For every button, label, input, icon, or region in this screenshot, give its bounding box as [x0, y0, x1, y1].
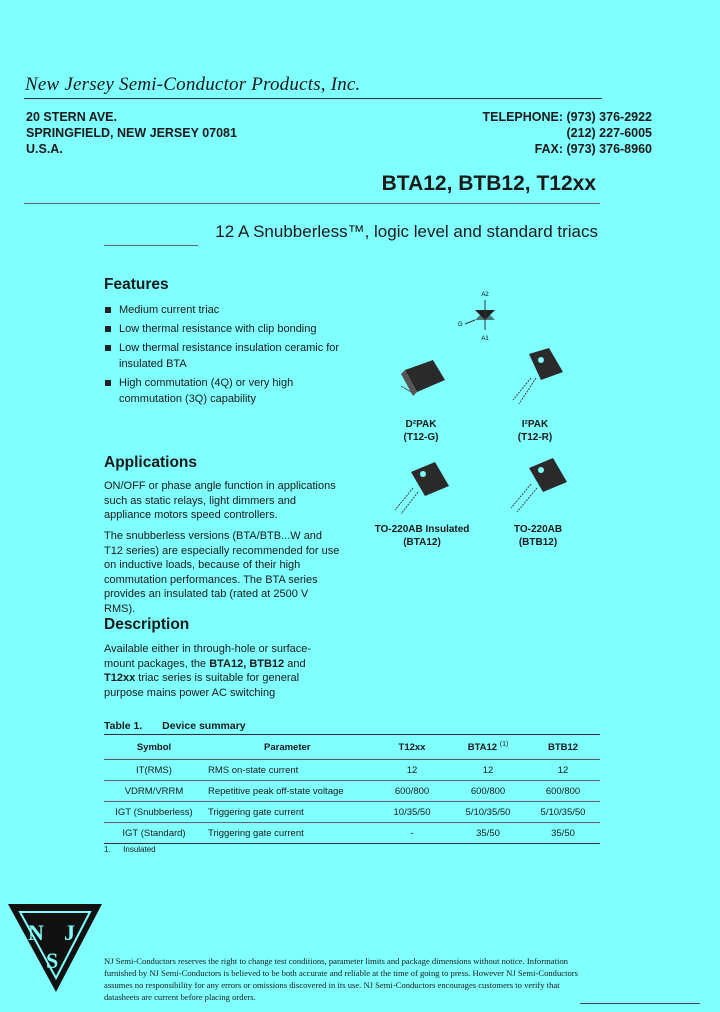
row-t12: 600/800 — [394, 785, 430, 797]
table-row — [104, 781, 600, 802]
njs-logo — [6, 900, 104, 996]
logo-letter-n: N — [28, 920, 44, 945]
address-line-1: 20 STERN AVE. — [26, 110, 117, 124]
njs-logo-shape — [6, 900, 104, 996]
part-numbers-title: BTA12, BTB12, T12xx — [381, 172, 596, 195]
row-param: Triggering gate current — [208, 806, 304, 818]
to220-package-icon — [511, 458, 567, 512]
description-t12xx: T12xx — [104, 672, 136, 684]
table-row — [104, 802, 600, 823]
feature-item: High commutation (4Q) or very high commutation (3Q) capability — [104, 375, 344, 407]
description-text-pre: Available either in through-hole or surface-mount packages, the — [104, 643, 312, 670]
table-label: Table 1. — [104, 720, 143, 732]
col-parameter: Parameter — [264, 741, 311, 753]
logo-letter-s: S — [46, 948, 59, 973]
telephone-2: (212) 227-6005 — [566, 126, 652, 140]
package-figure-box — [361, 282, 601, 574]
features-list — [104, 302, 344, 410]
table-row — [104, 823, 600, 844]
to220-caption — [495, 523, 581, 549]
row-bta: 600/800 — [470, 785, 506, 797]
header-rule — [24, 98, 602, 99]
table-row — [104, 760, 600, 781]
feature-item: Low thermal resistance insulation ceramic for insulated BTA — [104, 340, 344, 372]
row-symbol: VDRM/VRRM — [124, 785, 184, 797]
d2pak-caption — [381, 418, 461, 444]
title-rule — [24, 203, 600, 204]
address-line-2: SPRINGFIELD, NEW JERSEY 07081 — [26, 126, 237, 140]
to220-part: (BTB12) — [518, 537, 558, 548]
table-title: Device summary — [162, 720, 246, 732]
to220-name: TO-220AB — [513, 524, 563, 535]
row-btb: 5/10/35/50 — [540, 806, 586, 818]
i2pak-part: (T12-R) — [517, 432, 553, 443]
row-btb: 12 — [557, 764, 569, 776]
col-bta12 — [450, 735, 526, 760]
footnote-text: Insulated — [123, 845, 156, 854]
applications-para-2: The snubberless versions (BTA/BTB...W and T12 series) are especially recommended for use on inductive loads, because of their high commutation performances. The BTA series provides an insulated tab (rated at 2500 V RMS). — [104, 530, 340, 615]
i2pak-caption — [495, 418, 575, 444]
footer-rule — [580, 1003, 700, 1004]
description-text — [104, 642, 322, 700]
row-bta: 35/50 — [476, 827, 500, 839]
feature-item: Low thermal resistance with clip bonding — [104, 321, 344, 337]
col-symbol: Symbol — [136, 741, 172, 753]
d2pak-part: (T12-G) — [403, 432, 439, 443]
d2pak-package-icon — [401, 360, 445, 396]
row-symbol: IT(RMS) — [136, 764, 172, 776]
applications-heading: Applications — [104, 454, 198, 471]
description-and: and — [284, 657, 306, 670]
row-symbol: IGT (Standard) — [122, 827, 186, 839]
address-block — [26, 109, 237, 157]
subtitle-short-rule — [104, 245, 198, 246]
col-bta12-label: BTA12 — [467, 742, 498, 754]
contact-block — [482, 109, 652, 157]
company-name: New Jersey Semi-Conductor Products, Inc. — [25, 74, 361, 95]
telephone: TELEPHONE: (973) 376-2922 — [482, 110, 652, 124]
applications-para-1: ON/OFF or phase angle function in applications such as static relays, light dimmers and appliance motors speed controllers. — [104, 480, 336, 521]
table-caption — [104, 720, 246, 732]
col-bta12-note: (1) — [499, 740, 509, 748]
row-param: RMS on-state current — [208, 764, 299, 776]
logo-letter-j: J — [64, 920, 75, 945]
row-bta: 12 — [482, 764, 494, 776]
table-footnote — [104, 845, 156, 854]
subtitle: 12 A Snubberless™, logic level and standard triacs — [215, 222, 598, 241]
pin-a2-label: A2 — [481, 292, 489, 298]
fax: FAX: (973) 376-8960 — [534, 142, 652, 156]
row-symbol: IGT (Snubberless) — [115, 806, 193, 818]
description-bta-btb: BTA12, BTB12 — [209, 657, 285, 670]
to220-insulated-package-icon — [395, 462, 449, 514]
i2pak-name: I²PAK — [521, 419, 549, 430]
address-line-3: U.S.A. — [26, 142, 63, 156]
footnote-number: 1. — [104, 845, 111, 854]
pin-a1-label: A1 — [481, 336, 489, 342]
device-summary-table — [104, 734, 600, 844]
row-param: Triggering gate current — [208, 827, 304, 839]
feature-item: Medium current triac — [104, 302, 344, 318]
description-heading: Description — [104, 616, 190, 633]
row-t12: 10/35/50 — [393, 806, 431, 818]
row-t12: - — [410, 827, 414, 839]
to220-insulated-name: TO-220AB Insulated — [374, 524, 470, 535]
table-header-row — [104, 735, 600, 760]
row-btb: 35/50 — [551, 827, 575, 839]
i2pak-package-icon — [513, 348, 563, 404]
col-t12xx: T12xx — [398, 741, 426, 753]
pin-g-label: G — [458, 322, 463, 328]
row-btb: 600/800 — [545, 785, 581, 797]
row-t12: 12 — [406, 764, 418, 776]
col-btb12: BTB12 — [547, 741, 579, 753]
d2pak-name: D²PAK — [405, 419, 437, 430]
triac-symbol — [458, 292, 495, 342]
to220-insulated-caption — [367, 523, 477, 549]
disclaimer-text: NJ Semi-Conductors reserves the right to change test conditions, parameter limits and package dimensions without notice. Information furnished by NJ Semi-Conductors is believed to be both accurate and reliable at the time of going to press. However NJ Semi-Conductors assumes no responsibility for any errors or omissions discovered in its use. NJ Semi-Conductors encourages customers to verify that datasheets are current before placing orders. — [104, 956, 578, 1002]
features-heading: Features — [104, 276, 169, 293]
description-text-post: triac series is suitable for general purpose mains power AC switching — [104, 672, 300, 699]
row-bta: 5/10/35/50 — [465, 806, 511, 818]
row-param: Repetitive peak off-state voltage — [208, 785, 344, 797]
to220-insulated-part: (BTA12) — [403, 537, 441, 548]
